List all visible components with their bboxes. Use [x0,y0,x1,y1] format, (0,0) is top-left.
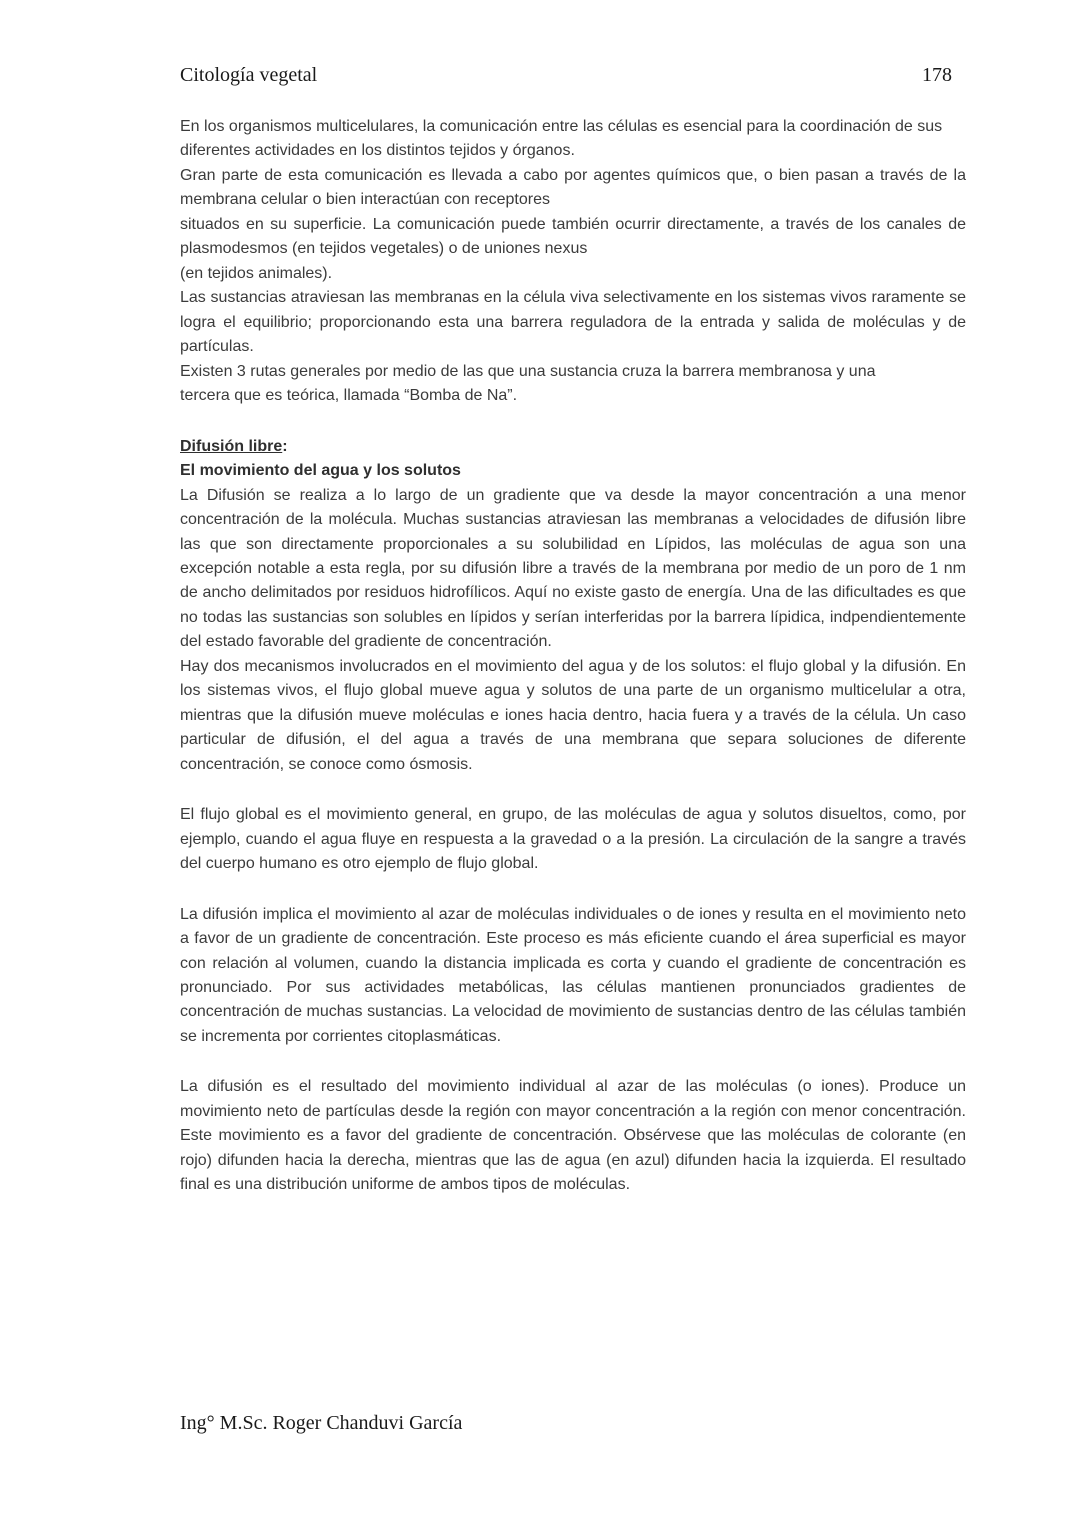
section-heading-colon: : [282,437,288,455]
paragraph-intro-6: Existen 3 rutas generales por medio de las que una sustancia cruza la barrera membranosa y una [180,362,876,380]
paragraph-bulk-flow: El flujo global es el movimiento general, en grupo, de las moléculas de agua y solutos disueltos, como, por ejemplo, cuando el agua fluye en respuesta a la gravedad o a la presión. La circulación de la sangre a través del cuerpo humano es otro ejemplo de flujo global. [180,806,966,873]
footer-author: Ing° M.Sc. Roger Chanduvi García [180,1412,463,1434]
paragraph-diffusion-1: La Difusión se realiza a lo largo de un gradiente que va desde la mayor concentración a una menor concentración de la molécula. Muchas sustancias atraviesan las membranas a velocidades de difusión libre las que son directamente proporcionales a su solubilidad en Lípidos, las moléculas de agua son una excepción notable a esta regla, por su difusión libre a través de la membrana por medio de un poro de 1 nm de ancho delimitados por residuos hidrofílicos. Aquí no existe gasto de energía. Una de las dificultades es que no todas las sustancias son solubles en lípidos y serían interferidas por la barrera lípidica, indpendientemente del estado favorable del gradiente de concentración. [180,486,966,651]
page-footer [180,1412,966,1527]
document-body [180,115,966,1198]
paragraph-intro-7: tercera que es teórica, llamada “Bomba de Na”. [180,387,518,405]
paragraph-intro-2: Gran parte de esta comunicación es llevada a cabo por agentes químicos que, o bien pasan a través de la membrana celular o bien interactúan con receptores [180,166,966,209]
paragraph-intro-1: En los organismos multicelulares, la comunicación entre las células es esencial para la coordinación de sus diferentes actividades en los distintos tejidos y órganos. [180,118,943,160]
section-subheading: El movimiento del agua y los solutos [180,462,461,480]
paragraph-intro-3: situados en su superficie. La comunicación puede también ocurrir directamente, a través de los canales de plasmodesmos (en tejidos vegetales) o de uniones nexus [180,215,966,258]
document-title: Citología vegetal [180,64,318,86]
paragraph-diffusion-2: Hay dos mecanismos involucrados en el movimiento del agua y de los solutos: el flujo global y la difusión. En los sistemas vivos, el flujo global mueve agua y solutos de una parte de un organismo multicelular a otra, mientras que la difusión mueve moléculas e iones hacia dentro, hacia fuera y a través de la célula. Un caso particular de difusión, el del agua a través de una membrana que separa soluciones de diferente concentración, se conoce como ósmosis. [180,657,966,773]
section-heading [180,435,966,459]
paragraph-diffusion-result: La difusión es el resultado del movimiento individual al azar de las moléculas (o iones). Produce un movimiento neto de partículas desde la región con mayor concentración a la región con menor concentración. Este movimiento es a favor del gradiente de concentración. Obsérvese que las moléculas de colorante (en rojo) difunden hacia la derecha, mientras que las de agua (en azul) difunden hacia la izquierda. El resultado final es una distribución uniforme de ambos tipos de moléculas. [180,1078,966,1194]
paragraph-intro-5: Las sustancias atraviesan las membranas en la célula viva selectivamente en los sistemas vivos raramente se logra el equilibrio; proporcionando esta una barrera reguladora de la entrada y salida de moléculas y de partículas. [180,289,966,356]
page-header [180,64,966,87]
paragraph-intro-4: (en tejidos animales). [180,264,333,282]
page-number: 178 [922,64,952,86]
paragraph-diffusion-gradient: La difusión implica el movimiento al azar de moléculas individuales o de iones y resulta en el movimiento neto a favor de un gradiente de concentración. Este proceso es más eficiente cuando el área superficial es mayor con relación al volumen, cuando la distancia implicada es corta y cuando el gradiente de concentración es pronunciado. Por sus actividades metabólicas, las células mantienen pronunciados gradientes de concentración de muchas sustancias. La velocidad de movimiento de sustancias dentro de las células también se incrementa por corrientes citoplasmáticas. [180,905,966,1045]
section-heading-label: Difusión libre [180,437,283,455]
